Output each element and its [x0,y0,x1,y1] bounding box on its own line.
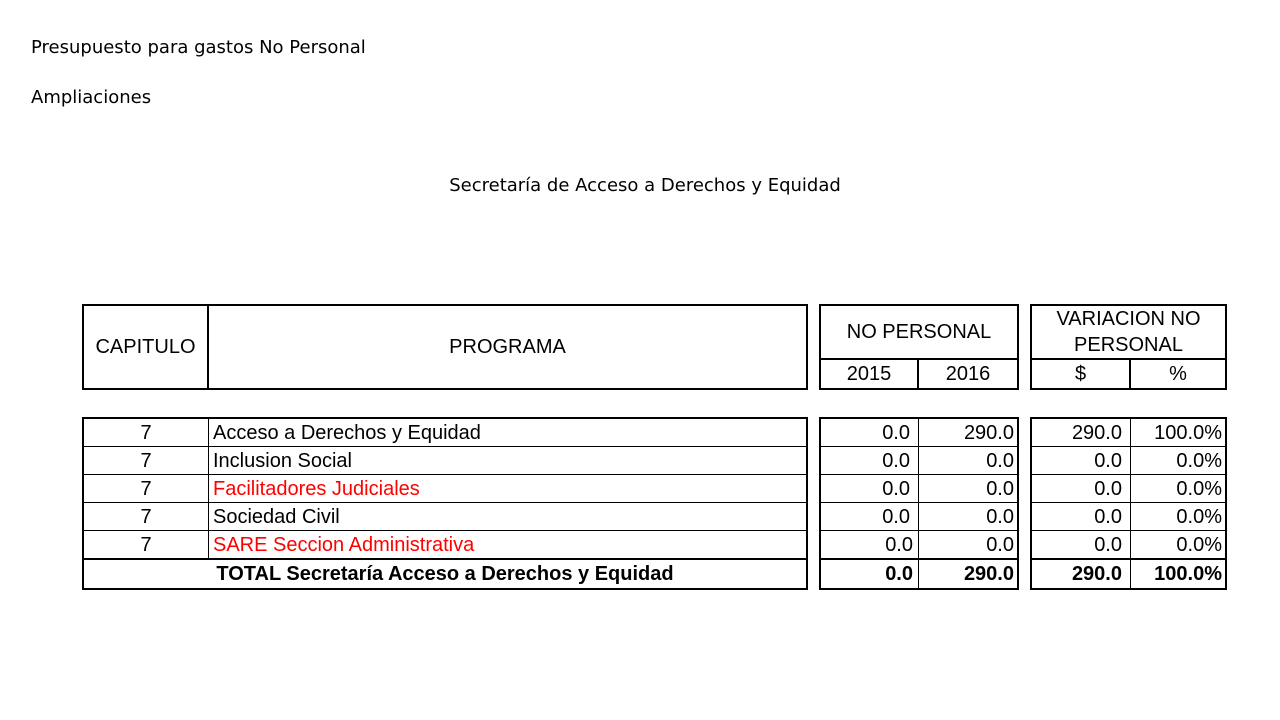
body-divider [1130,417,1131,590]
header-year-2016: 2016 [945,363,991,385]
total-label: TOTAL Secretaría Acceso a Derechos y Equidad [216,563,674,585]
row-variacion-percent: 100.0% [1154,421,1222,444]
row-value-2015: 0.0 [882,449,910,472]
section-subtitle: Secretaría de Acceso a Derechos y Equidad [449,175,841,196]
row-value-2016: 0.0 [986,449,1014,472]
header-year-2015: 2015 [846,363,892,385]
row-programa: Sociedad Civil [213,505,340,528]
row-variacion-pesos: 0.0 [1094,477,1122,500]
row-programa: SARE Seccion Administrativa [213,533,475,556]
row-programa: Inclusion Social [213,449,352,472]
row-programa: Acceso a Derechos y Equidad [213,421,481,444]
row-value-2015: 0.0 [882,477,910,500]
header-pesos: $ [1074,363,1087,385]
page-subtitle-ampliaciones: Ampliaciones [31,87,152,108]
body-divider [918,417,919,590]
row-value-2016: 290.0 [963,421,1014,444]
row-variacion-percent: 0.0% [1176,505,1222,528]
header-percent: % [1169,363,1187,385]
header-variacion [1032,306,1225,358]
row-value-2016: 0.0 [986,477,1014,500]
row-variacion-percent: 0.0% [1176,533,1222,556]
row-variacion-pesos: 290.0 [1071,421,1122,444]
body-divider [208,417,209,559]
page-title: Presupuesto para gastos No Personal [31,37,366,58]
header-programa: PROGRAMA [449,336,566,358]
header-variacion-line1: VARIACION NO [1056,308,1201,330]
row-value-2015: 0.0 [882,421,910,444]
row-variacion-pesos: 0.0 [1094,505,1122,528]
row-value-2015: 0.0 [882,505,910,528]
total-variacion-percent: 100.0% [1154,563,1222,585]
total-value-2016: 290.0 [963,563,1014,585]
header-capitulo: CAPITULO [95,336,196,358]
row-capitulo: 7 [140,421,152,444]
row-value-2015: 0.0 [885,533,913,556]
row-variacion-pesos: 0.0 [1094,533,1122,556]
row-value-2016: 0.0 [986,505,1014,528]
row-value-2016: 0.0 [986,533,1014,556]
row-capitulo: 7 [140,505,152,528]
row-capitulo: 7 [140,449,152,472]
row-variacion-percent: 0.0% [1176,477,1222,500]
total-value-2015: 0.0 [885,563,913,585]
row-variacion-percent: 0.0% [1176,449,1222,472]
total-variacion-pesos: 290.0 [1071,563,1122,585]
row-capitulo: 7 [140,533,152,556]
header-no-personal: NO PERSONAL [846,321,992,343]
row-programa: Facilitadores Judiciales [213,477,420,500]
row-variacion-pesos: 0.0 [1094,449,1122,472]
row-capitulo: 7 [140,477,152,500]
header-variacion-line2: PERSONAL [1074,334,1183,356]
